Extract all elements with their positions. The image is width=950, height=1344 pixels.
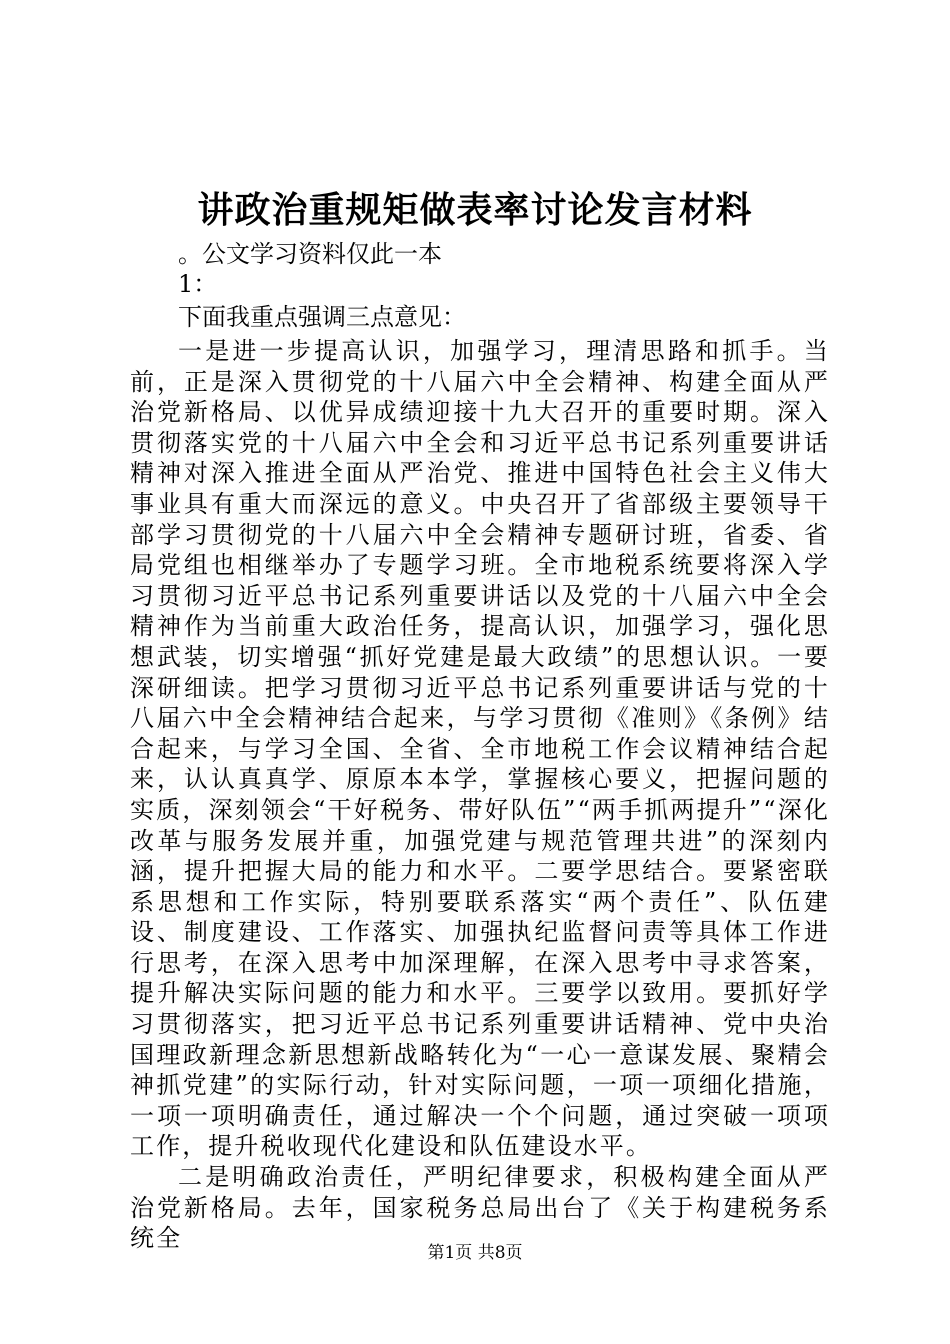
intro-line-number: 1： [178, 270, 218, 298]
paragraph-one: 一是进一步提高认识，加强学习，理清思路和抓手。当前，正是深入贯彻党的十八届六中全会精神、构建全面从严治党新格局、以优异成绩迎接十九大召开的重要时期。深入贯彻落实党的十八届六中全会和习近平总书记系列重要讲话精神对深入推进全面从严治党、推进中国特色社会主义伟大事业具有重大而深远的意义。中央召开了省部级主要领导干部学习贯彻党的十八届六中全会精神专题研讨班，省委、省局党组也相继举办了专题学习班。全市地税系统要将深入学习贯彻习近平总书记系列重要讲话以及党的十八届六中全会精神作为当前重大政治任务，提高认识，加强学习，强化思想武装，切实增强“抓好党建是最大政绩”的思想认识。一要深研细读。把学习贯彻习近平总书记系列重要讲话与党的十八届六中全会精神结合起来，与学习贯彻《准则》《条例》结合起来，与学习全国、全省、全市地税工作会议精神结合起来，认认真真学、原原本本学，掌握核心要义，把握问题的实质，深刻领会“干好税务、带好队伍”“两手抓两提升”“深化改革与服务发展并重，加强党建与规范管理共进”的深刻内涵，提升把握大局的能力和水平。二要学思结合。要紧密联系思想和工作实际，特别要联系落实“两个责任”、队伍建设、制度建设、工作落实、加强执纪监督问责等具体工作进行思考，在深入思考中加深理解，在深入思考中寻求答案，提升解决实际问题的能力和水平。三要学以致用。要抓好学习贯彻落实，把习近平总书记系列重要讲话精神、党中央治国理政新理念新思想新战略转化为“一心一意谋发展、聚精会神抓党建”的实际行动，针对实际问题，一项一项细化措施，一项一项明确责任，通过解决一个个问题，通过突破一项项工作，提升税收现代化建设和队伍建设水平。 [130, 337, 830, 1161]
intro-line-heading: 下面我重点强调三点意见： [178, 303, 466, 331]
intro-line-note: 。公文学习资料仅此一本 [178, 240, 442, 268]
paragraph-two: 二是明确政治责任，严明纪律要求，积极构建全面从严治党新格局。去年，国家税务总局出台了《关于构建税务系统全 [130, 1163, 830, 1253]
body-text [130, 336, 830, 1254]
page-footer: 第1页 共8页 [427, 1243, 523, 1263]
document-title: 讲政治重规矩做表率讨论发言材料 [197, 189, 753, 231]
